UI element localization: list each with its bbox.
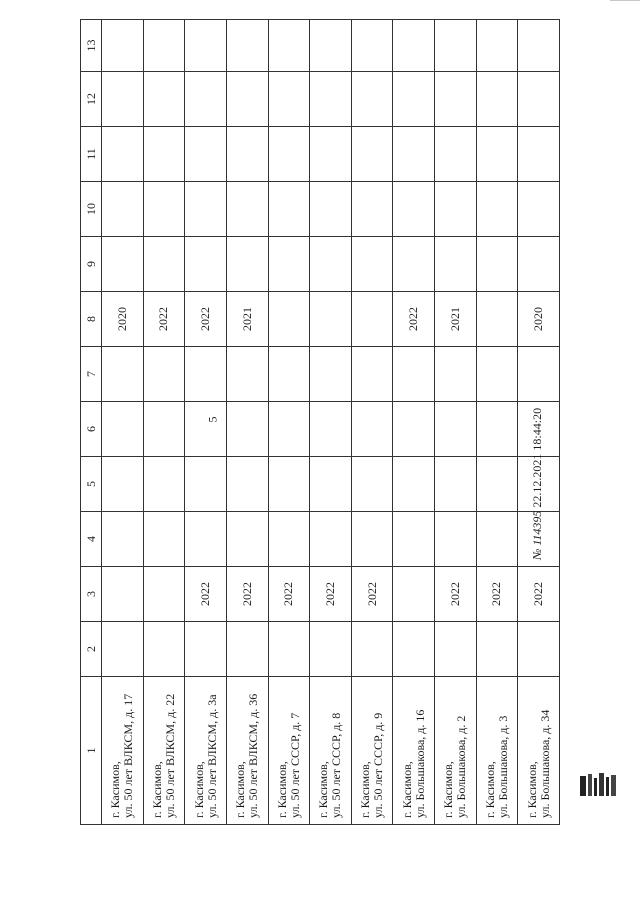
address-street: ул. Большакова, д. 34 bbox=[537, 709, 552, 818]
address-street: ул. Большакова, д. 2 bbox=[454, 715, 469, 818]
table-row bbox=[476, 20, 518, 825]
table-cell-col-11 bbox=[143, 127, 185, 182]
table-cell-col-13 bbox=[268, 20, 310, 72]
table-cell-col-12 bbox=[143, 72, 185, 127]
address-street: ул. 50 лет СССР, д. 7 bbox=[287, 712, 302, 818]
address-city: г. Касимов, bbox=[274, 761, 289, 818]
address-cell bbox=[102, 677, 144, 825]
table-cell-col-9 bbox=[435, 237, 477, 292]
table-cell-col-9 bbox=[476, 237, 518, 292]
address-street: ул. 50 лет ВЛКСМ, д. 36 bbox=[246, 693, 261, 818]
table-row bbox=[185, 20, 227, 825]
column-header-8: 8 bbox=[81, 292, 102, 347]
scan-edge bbox=[610, 0, 640, 1]
table-cell-col-8 bbox=[476, 292, 518, 347]
column-header-2: 2 bbox=[81, 622, 102, 677]
table-cell-col-13 bbox=[351, 20, 393, 72]
address-cell bbox=[310, 677, 352, 825]
table-cell-col-12 bbox=[226, 72, 268, 127]
table-cell-col-4 bbox=[143, 512, 185, 567]
table-cell-col-3 bbox=[102, 567, 144, 622]
table-cell-col-6 bbox=[268, 402, 310, 457]
address-cell bbox=[185, 677, 227, 825]
table-cell-col-7 bbox=[185, 347, 227, 402]
column-header-5: 5 bbox=[81, 457, 102, 512]
column-header-4: 4 bbox=[81, 512, 102, 567]
stamp-datetime: 22.12.2021 18:44:20 bbox=[530, 407, 544, 508]
table-cell-col-12 bbox=[393, 72, 435, 127]
address-cell bbox=[393, 677, 435, 825]
address-city: г. Касимов, bbox=[316, 761, 331, 818]
address-cell bbox=[435, 677, 477, 825]
table-cell-col-6 bbox=[226, 402, 268, 457]
table-cell-col-3: 2022 bbox=[310, 567, 352, 622]
table-cell-col-5 bbox=[476, 457, 518, 512]
table-cell-col-2 bbox=[102, 622, 144, 677]
table-cell-col-10 bbox=[143, 182, 185, 237]
table-cell-col-6 bbox=[435, 402, 477, 457]
table-cell-col-13 bbox=[226, 20, 268, 72]
table-cell-col-11 bbox=[185, 127, 227, 182]
table-cell-col-6 bbox=[476, 402, 518, 457]
table-cell-col-6 bbox=[393, 402, 435, 457]
address-city: г. Касимов, bbox=[149, 761, 164, 818]
table-cell-col-2 bbox=[143, 622, 185, 677]
table-cell-col-5 bbox=[268, 457, 310, 512]
table-body bbox=[102, 20, 560, 825]
address-street: ул. 50 лет ВЛКСМ, д. 17 bbox=[121, 693, 136, 818]
table-cell-col-7 bbox=[435, 347, 477, 402]
table-cell-col-8: 2022 bbox=[143, 292, 185, 347]
table-cell-col-4 bbox=[268, 512, 310, 567]
address-cell bbox=[476, 677, 518, 825]
table-cell-col-13 bbox=[102, 20, 144, 72]
column-header-7: 7 bbox=[81, 347, 102, 402]
column-header-3: 3 bbox=[81, 567, 102, 622]
table-cell-col-11 bbox=[102, 127, 144, 182]
table-cell-col-11 bbox=[226, 127, 268, 182]
registry-table bbox=[80, 19, 560, 825]
table-cell-col-4 bbox=[435, 512, 477, 567]
table-cell-col-5 bbox=[143, 457, 185, 512]
table-cell-col-13 bbox=[435, 20, 477, 72]
address-city: г. Касимов, bbox=[399, 761, 414, 818]
table-cell-col-9 bbox=[143, 237, 185, 292]
table-cell-col-4 bbox=[185, 512, 227, 567]
table-cell-col-3: 2022 bbox=[518, 567, 560, 622]
table-cell-col-10 bbox=[476, 182, 518, 237]
table-row bbox=[393, 20, 435, 825]
table-cell-col-13 bbox=[143, 20, 185, 72]
column-header-13: 13 bbox=[81, 20, 102, 72]
table-cell-col-8: 2022 bbox=[393, 292, 435, 347]
address-city: г. Касимов, bbox=[358, 761, 373, 818]
address-cell bbox=[268, 677, 310, 825]
table-cell-col-13 bbox=[518, 20, 560, 72]
table-cell-col-11 bbox=[393, 127, 435, 182]
table-cell-col-7 bbox=[310, 347, 352, 402]
table-cell-col-2 bbox=[226, 622, 268, 677]
table-cell-col-10 bbox=[185, 182, 227, 237]
address-street: ул. Большакова, д. 3 bbox=[495, 715, 510, 818]
table-cell-col-2 bbox=[185, 622, 227, 677]
column-header-9: 9 bbox=[81, 237, 102, 292]
table-row bbox=[310, 20, 352, 825]
table-cell-col-10 bbox=[351, 182, 393, 237]
table-cell-col-10 bbox=[226, 182, 268, 237]
table-cell-col-2 bbox=[351, 622, 393, 677]
table-cell-col-12 bbox=[185, 72, 227, 127]
table-cell-col-7 bbox=[476, 347, 518, 402]
table-cell-col-7 bbox=[226, 347, 268, 402]
address-cell bbox=[143, 677, 185, 825]
table-cell-col-10 bbox=[310, 182, 352, 237]
table-cell-col-5 bbox=[351, 457, 393, 512]
table-cell-col-4 bbox=[393, 512, 435, 567]
table-cell-col-9 bbox=[310, 237, 352, 292]
column-header-6: 6 bbox=[81, 402, 102, 457]
table-cell-col-9 bbox=[351, 237, 393, 292]
table-cell-col-9 bbox=[185, 237, 227, 292]
table-cell-col-13 bbox=[476, 20, 518, 72]
column-header-10: 10 bbox=[81, 182, 102, 237]
table-cell-col-6 bbox=[102, 402, 144, 457]
table-cell-col-10 bbox=[393, 182, 435, 237]
document-logo-icon bbox=[578, 770, 618, 800]
table-cell-col-2 bbox=[476, 622, 518, 677]
page-number: 5 bbox=[205, 416, 220, 423]
table-cell-col-4 bbox=[226, 512, 268, 567]
table-cell-col-13 bbox=[185, 20, 227, 72]
table-cell-col-8: 2020 bbox=[102, 292, 144, 347]
table-cell-col-8: 2021 bbox=[435, 292, 477, 347]
table-row bbox=[226, 20, 268, 825]
table-cell-col-7 bbox=[268, 347, 310, 402]
table-cell-col-5 bbox=[185, 457, 227, 512]
table-cell-col-2 bbox=[310, 622, 352, 677]
table-cell-col-9 bbox=[518, 237, 560, 292]
table-cell-col-9 bbox=[393, 237, 435, 292]
address-city: г. Касимов, bbox=[482, 761, 497, 818]
column-header-12: 12 bbox=[81, 72, 102, 127]
table-cell-col-3: 2022 bbox=[226, 567, 268, 622]
address-street: ул. Большакова, д. 16 bbox=[412, 709, 427, 818]
stamp-number: № 114395 bbox=[530, 510, 544, 560]
table-cell-col-12 bbox=[518, 72, 560, 127]
table-cell-col-3: 2022 bbox=[268, 567, 310, 622]
table-cell-col-7 bbox=[143, 347, 185, 402]
table-cell-col-10 bbox=[102, 182, 144, 237]
address-city: г. Касимов, bbox=[108, 761, 123, 818]
table-cell-col-6 bbox=[351, 402, 393, 457]
table-row bbox=[268, 20, 310, 825]
table-cell-col-2 bbox=[435, 622, 477, 677]
address-street: ул. 50 лет ВЛКСМ, д. 3а bbox=[204, 694, 219, 818]
table-cell-col-11 bbox=[518, 127, 560, 182]
table-cell-col-4 bbox=[102, 512, 144, 567]
table-cell-col-8: 2020 bbox=[518, 292, 560, 347]
table-cell-col-12 bbox=[351, 72, 393, 127]
address-street: ул. 50 лет ВЛКСМ, д. 22 bbox=[162, 693, 177, 818]
address-city: г. Касимов, bbox=[441, 761, 456, 818]
table-row bbox=[351, 20, 393, 825]
table-cell-col-3: 2022 bbox=[476, 567, 518, 622]
table-cell-col-4 bbox=[476, 512, 518, 567]
table-cell-col-11 bbox=[268, 127, 310, 182]
table-cell-col-11 bbox=[310, 127, 352, 182]
address-city: г. Касимов, bbox=[524, 761, 539, 818]
table-cell-col-10 bbox=[518, 182, 560, 237]
table-cell-col-12 bbox=[310, 72, 352, 127]
table-cell-col-3: 2022 bbox=[435, 567, 477, 622]
table-cell-col-9 bbox=[102, 237, 144, 292]
column-header-11: 11 bbox=[81, 127, 102, 182]
table-row bbox=[435, 20, 477, 825]
header-row bbox=[81, 20, 102, 825]
table-cell-col-5 bbox=[393, 457, 435, 512]
address-cell bbox=[518, 677, 560, 825]
table-cell-col-10 bbox=[435, 182, 477, 237]
table-cell-col-5 bbox=[102, 457, 144, 512]
table-cell-col-3 bbox=[143, 567, 185, 622]
table-cell-col-8 bbox=[268, 292, 310, 347]
table-cell-col-5 bbox=[310, 457, 352, 512]
table-cell-col-11 bbox=[351, 127, 393, 182]
table-cell-col-2 bbox=[393, 622, 435, 677]
table-cell-col-7 bbox=[351, 347, 393, 402]
address-cell bbox=[226, 677, 268, 825]
table-cell-col-13 bbox=[393, 20, 435, 72]
table-cell-col-12 bbox=[102, 72, 144, 127]
table-cell-col-12 bbox=[435, 72, 477, 127]
table-cell-col-10 bbox=[268, 182, 310, 237]
table-cell-col-3: 2022 bbox=[185, 567, 227, 622]
column-header-1: 1 bbox=[81, 677, 102, 825]
table-cell-col-7 bbox=[518, 347, 560, 402]
table-cell-col-3: 2022 bbox=[351, 567, 393, 622]
table-cell-col-9 bbox=[226, 237, 268, 292]
document-stamp bbox=[530, 408, 545, 560]
table-cell-col-3 bbox=[393, 567, 435, 622]
table-cell-col-5 bbox=[435, 457, 477, 512]
table-cell-col-7 bbox=[102, 347, 144, 402]
table-cell-col-9 bbox=[268, 237, 310, 292]
table-cell-col-2 bbox=[518, 622, 560, 677]
table-cell-col-5 bbox=[226, 457, 268, 512]
rotated-table-container bbox=[80, 39, 560, 825]
table-cell-col-13 bbox=[310, 20, 352, 72]
table-cell-col-6 bbox=[185, 402, 227, 457]
table-cell-col-8: 2021 bbox=[226, 292, 268, 347]
table-cell-col-7 bbox=[393, 347, 435, 402]
table-cell-col-8 bbox=[310, 292, 352, 347]
table-cell-col-11 bbox=[476, 127, 518, 182]
table-cell-col-4 bbox=[351, 512, 393, 567]
table-row bbox=[102, 20, 144, 825]
table-cell-col-8 bbox=[351, 292, 393, 347]
table-cell-col-12 bbox=[476, 72, 518, 127]
address-city: г. Касимов, bbox=[233, 761, 248, 818]
table-cell-col-6 bbox=[143, 402, 185, 457]
address-cell bbox=[351, 677, 393, 825]
table-cell-col-4 bbox=[310, 512, 352, 567]
address-city: г. Касимов, bbox=[191, 761, 206, 818]
table-row bbox=[143, 20, 185, 825]
table-cell-col-6 bbox=[310, 402, 352, 457]
table-cell-col-12 bbox=[268, 72, 310, 127]
address-street: ул. 50 лет СССР, д. 9 bbox=[371, 712, 386, 818]
table-cell-col-8: 2022 bbox=[185, 292, 227, 347]
address-street: ул. 50 лет СССР, д. 8 bbox=[329, 712, 344, 818]
table-cell-col-11 bbox=[435, 127, 477, 182]
table-cell-col-2 bbox=[268, 622, 310, 677]
